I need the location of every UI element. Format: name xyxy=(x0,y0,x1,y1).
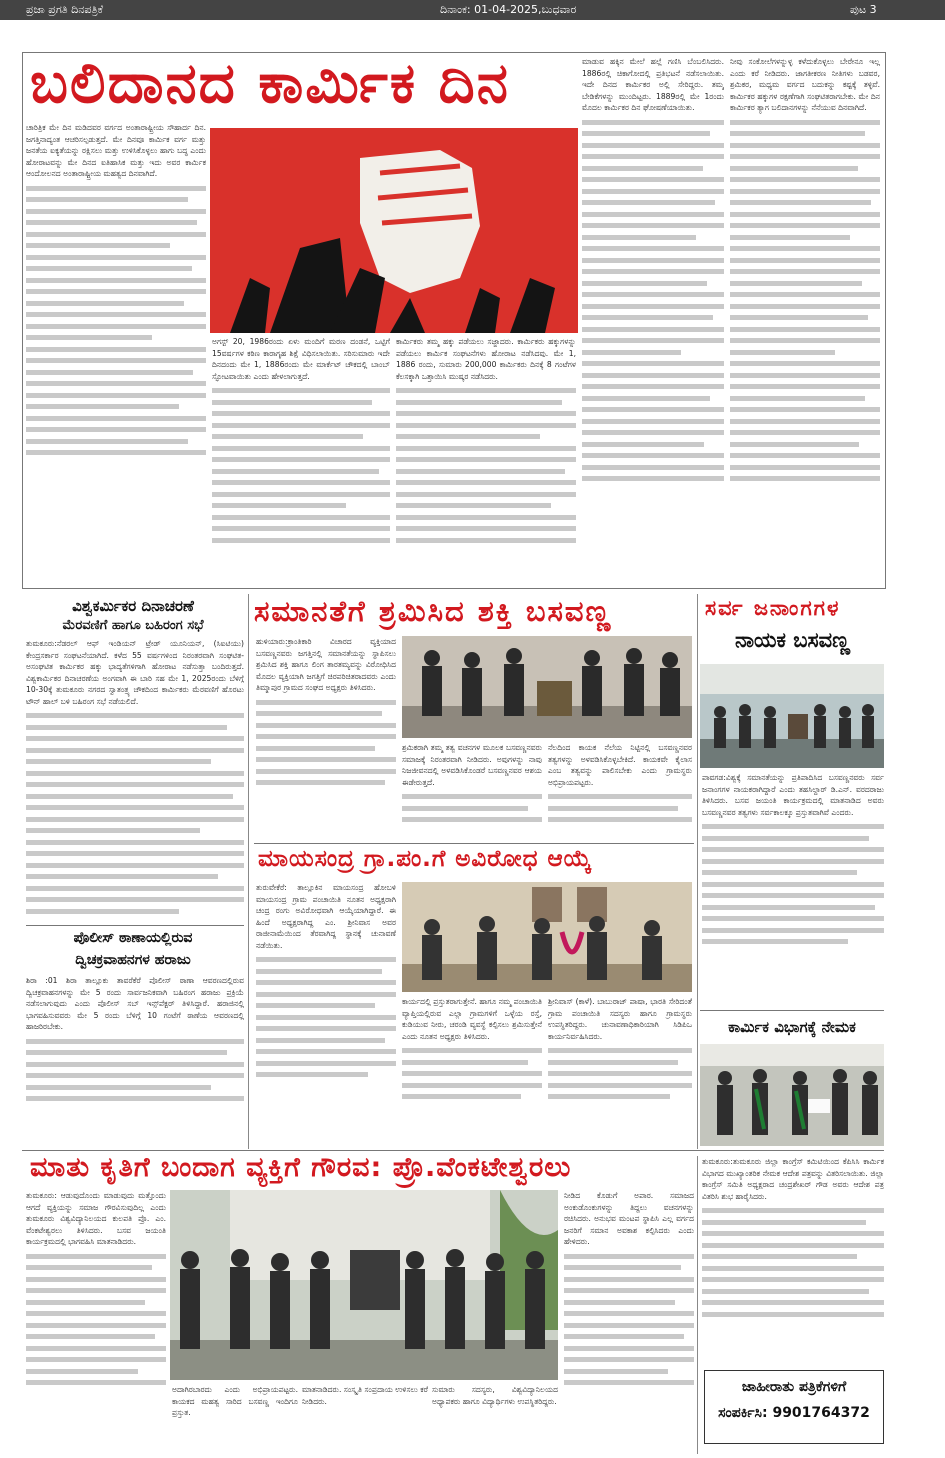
divider xyxy=(700,1010,884,1011)
page-number: ಪುಟ 3 xyxy=(850,3,877,16)
advert-contact-label: ಸಂಪರ್ಕಿಸಿ: xyxy=(718,1405,768,1421)
karmika-nemaka-photo xyxy=(700,1044,884,1146)
mayasandra-body-2: ಕಾರ್ಯದಲ್ಲಿ ಪ್ರಸ್ತುತರಾಗುತ್ತೇನೆ. ಹಾಗೂ ನಮ್ಮ ಪಂಚಾಯಿತಿ ವ್ಯಾಪ್ತಿಯಲ್ಲಿರುವ ಎಲ್ಲಾ ಗ್ರಾಮಗಳಿಗೆ ಒಳ್ಳೆಯ ರಸ್ತೆ, ಕುಡಿಯುವ ನೀರು, ಚರಂಡಿ ವ್ಯವಸ್ಥೆ ಕಲ್ಪಿಸಲು ಶ್ರಮಿಸುತ್ತೇನೆ ಎಂದು ನೂತನ ಅಧ್ಯಕ್ಷರು ತಿಳಿಸಿದರು. xyxy=(402,996,542,1144)
mayasandra-headline: ಮಾಯಸಂದ್ರ ಗ್ರಾ.ಪಂ.ಗೆ ಅವಿರೋಧ ಆಯ್ಕೆ xyxy=(258,846,593,872)
main-article-col-1: ಚಾರಿತ್ರಿಕ ಮೇ ದಿನ ಮಡಿದವರ ವರ್ಗದ ಅಂತಾರಾಷ್ಟ್ರೀಯ ಸೌಹಾರ್ದ ದಿನ. ಜಗತ್ತಿನಾದ್ಯಂತ ಆಚರಿಸಲ್ಪಡುತ್ತದೆ. ಮೇ ದಿನವೂ ಕಾರ್ಮಿಕ ವರ್ಗ ಮತ್ತು ಜನತೆಯ ಐಕ್ಯತೆಯನ್ನು ರಕ್ಷಿಸಲು ಮತ್ತು ಉಳಿಸಿಕೊಳ್ಳಲು ಹಾಗು ಬದ್ಧ ಎಂದು ಹೋರಾಟವನ್ನು ಮೇ ದಿನದ ಐತಿಹಾಸಿಕ ಮತ್ತು ಇದು ಅವರ ಕಾರ್ಮಿಕ ಆಂದೋಲನದ ಅಂತಾರಾಷ್ಟ್ರೀಯ ಮಹತ್ವದ ದಿನವಾಗಿದೆ. xyxy=(26,122,206,584)
sarva-event-photo xyxy=(700,664,884,768)
venkateshwarlu-body-2: ನೀಡಿದ ಕೊಡುಗೆ ಅಪಾರ. ಸಮಾಜದ ಅಂಕುಡೊಂಕುಗಳನ್ನು ತಿದ್ದಲು ವಚನಗಳನ್ನು ರಚಿಸಿದರು. ಅನುಭವ ಮಂಟಪ ಸ್ಥಾಪಿಸಿ ಎಲ್ಲ ವರ್ಗದ ಜನರಿಗೆ ಸಮಾನ ಅವಕಾಶ ಕಲ್ಪಿಸಿದರು ಎಂದು ಹೇಳಿದರು. xyxy=(564,1190,694,1452)
venkateshwarlu-body-1: ತುಮಕೂರು: ಆಡುವುದೊಂದು ಮಾಡುವುದು ಮತ್ತೊಂದು ಆಗದೆ ವ್ಯಕ್ತಿಯನ್ನು ಸಮಾಜ ಗೌರವಿಸುವುದಿಲ್ಲ ಎಂದು ತುಮಕೂರು ವಿಶ್ವವಿದ್ಯಾನಿಲಯದ ಕುಲಪತಿ ಪ್ರೊ. ಎಂ. ವೆಂಕಟೇಶ್ವರಲು ತಿಳಿಸಿದರು. ಬಸವ ಜಯಂತಿ ಕಾರ್ಯಕ್ರಮದಲ್ಲಿ ಭಾಗವಹಿಸಿ ಮಾತನಾಡಿದರು. xyxy=(26,1190,166,1452)
main-headline: ಬಲಿದಾನದ ಕಾರ್ಮಿಕ ದಿನ xyxy=(30,51,510,116)
divider xyxy=(22,1150,884,1151)
basavanna-body-3: ನೆಲದಿಂದ ಕಾಯಕ ನೆಲೆಯ ನಿಟ್ಟಿನಲ್ಲಿ ಬಸವಣ್ಣನವರ ತತ್ವಗಳನ್ನು ಅಳವಡಿಸಿಕೊಳ್ಳಬೇಕಿದೆ. ಕಾಯಕವೇ ಕೈಲಾಸ ಎಂಬ ತತ್ವವನ್ನು ಪಾಲಿಸಬೇಕು ಎಂದು ಗ್ರಾಮಸ್ಥರು ಅಭಿಪ್ರಾಯಪಟ್ಟರು. xyxy=(548,742,692,842)
paper-name: ಪ್ರಜಾ ಪ್ರಗತಿ ದಿನಪತ್ರಿಕೆ xyxy=(26,3,104,16)
sarva-body: ಪಾವಗಡ:ವಿಶ್ವಕ್ಕೆ ಸಮಾನತೆಯನ್ನು ಪ್ರತಿಪಾದಿಸಿದ ಬಸವಣ್ಣನವರು ಸರ್ವ ಜನಾಂಗಗಳ ನಾಯಕರಾಗಿದ್ದಾರೆ ಎಂದು ತಹಸಿಲ್ದಾರ್ ಡಿ.ಎನ್. ವರದರಾಜು ತಿಳಿಸಿದರು. ಬಸವ ಜಯಂತಿ ಕಾರ್ಯಕ್ರಮದಲ್ಲಿ ಮಾತನಾಡಿದ ಅವರು ಬಸವಣ್ಣನವರ ತತ್ವಗಳು ಸರ್ವಕಾಲಕ್ಕೂ ಪ್ರಸ್ತುತವಾಗಿವೆ ಎಂದರು. xyxy=(702,772,884,972)
karmika-nemaka-headline: ಕಾರ್ಮಿಕ ವಿಭಾಗಕ್ಕೆ ನೇಮಕ xyxy=(728,1018,856,1036)
karmika-nemaka-body: ತುಮಕೂರು:ತುಮಕೂರು ಜಿಲ್ಲಾ ಕಾಂಗ್ರೆಸ್ ಕಮಿಟಿಯಿಂದ ಕೆಪಿಸಿಸಿ ಕಾರ್ಮಿಕ ವಿಭಾಗದ ಮುಖ್ಯಾಂತರಿಕ ನೇಮಕ ಆದೇಶ ಪತ್ರವನ್ನು ವಿತರಿಸಲಾಯಿತು. ಜಿಲ್ಲಾ ಕಾಂಗ್ರೆಸ್ ಸಮಿತಿ ಅಧ್ಯಕ್ಷರಾದ ಚಂದ್ರಶೇಖರ್ ಗೌಡ ಅವರು ಆದೇಶ ಪತ್ರ ವಿತರಿಸಿ ಶುಭ ಹಾರೈಸಿದರು. xyxy=(702,1156,884,1366)
venkateshwarlu-headline: ಮಾತು ಕೃತಿಗೆ ಬಂದಾಗ ವ್ಯಕ್ತಿಗೆ ಗೌರವ: ಪ್ರೊ.ವೆಂಕಟೇಶ್ವರಲು xyxy=(30,1152,572,1183)
main-article-col-5: ನೀವು ಸಂಕೋಲೆಗಳನ್ನುಳ್ಳ ಕಳೆದುಕೊಳ್ಳಲು ಬೇರೇನೂ ಇಲ್ಲ ಎಂದು ಕರೆ ನೀಡಿದರು. ಜಾಗತೀಕರಣ ನೀತಿಗಳು ಬಡವರ, ಶ್ರಮಿಕರ, ಮಧ್ಯಮ ವರ್ಗದ ಬದುಕನ್ನು ಕಷ್ಟಕ್ಕೆ ತಳ್ಳಿವೆ. ಕಾರ್ಮಿಕರ ಹಕ್ಕುಗಳ ರಕ್ಷಣೆಗಾಗಿ ಸಂಘಟಿತರಾಗಬೇಕು. ಮೇ ದಿನ ಕಾರ್ಮಿಕರ ತ್ಯಾಗ ಬಲಿದಾನಗಳನ್ನು ನೆನೆಯುವ ದಿನವಾಗಿದೆ. xyxy=(730,56,880,584)
divider xyxy=(254,843,694,844)
basavanna-body-2: ಶ್ರಮಿಕರಾಗಿ ತಮ್ಮ ತತ್ವ ವಚನಗಳ ಮೂಲಕ ಬಸವಣ್ಣನವರು ಸಮಾಜಕ್ಕೆ ನಿರಂತರವಾಗಿ ನೀಡಿದರು. ಅವುಗಳನ್ನು ನಾವು ನಿಜಜೀವನದಲ್ಲಿ ಅಳವಡಿಸಿಕೊಂಡರೆ ಬಸವಣ್ಣನವರ ಆಶಯ ಈಡೇರುತ್ತದೆ. xyxy=(402,742,542,842)
venkateshwarlu-caption-1: ಅದಾಗಿರಬಾರದು ಎಂದು ಅಭಿಪ್ರಾಯಪಟ್ಟರು. ಕಾಯಕದ ಮಹತ್ವ ಸಾರಿದ ಬಸವಣ್ಣ ಇಂದಿಗೂ ಪ್ರಸ್ತುತ. xyxy=(172,1385,298,1417)
column-divider xyxy=(697,1156,698,1454)
date-label: ದಿನಾಂಕ: 01-04-2025,ಬುಧವಾರ xyxy=(440,3,577,16)
basavanna-event-photo xyxy=(402,636,692,738)
main-article-col-2: ಅಗಸ್ಟ್ 20, 1986ರಂದು ಏಳು ಮಂದಿಗೆ ಮರಣ ದಂಡನೆ, ಒಟ್ಟಿಗೆ 15ವರ್ಷಗಳ ಕಠಿಣ ಕಾರಾಗೃಹ ಶಿಕ್ಷೆ ವಿಧಿಸಲಾಯಿತು. ಸರಿಸುಮಾರು ಇದೇ ದಿನದಂದು ಮೇ 1, 1886ರಂದು ಮೇ ಮಾರ್ಕೆಟ್ ಚೌಕದಲ್ಲಿ ಬಾಂಬ್ ಸ್ಫೋಟವಾಯಿತು ಎಂದು ಹೇಳಲಾಗುತ್ತದೆ. xyxy=(212,336,390,584)
column-divider xyxy=(697,594,698,1149)
advert-box xyxy=(704,1370,884,1444)
venkateshwarlu-event-photo xyxy=(170,1190,558,1380)
vishwakarma-headline-2: ಮೆರವಣಿಗೆ ಹಾಗೂ ಬಹಿರಂಗ ಸಭೆ xyxy=(62,618,204,633)
raised-fist-illustration xyxy=(210,128,578,333)
vishwakarma-body: ತುಮಕೂರು:ನೆಡರಲ್ ಆಫ್ ಇಂಡಿಯನ್ ಟ್ರೇಡ್ ಯೂನಿಯನ್, (ಸಿಐಟಿಯು) ಕೇಂದ್ರಸರ್ಕಾರ ಸಂಘಟನೆಯಾಗಿದೆ. ಕಳೆದ 55 ವರ್ಷಗಳಿಂದ ನಿರಂತರವಾಗಿ ಸಂಘಟಿತ-ಅಸಂಘಟಿತ ಕಾರ್ಮಿಕರ ಹಕ್ಕು ಭಾದ್ಯತೆಗಳಿಗಾಗಿ ಹೋರಾಟ ನಡೆಸುತ್ತಾ ಬಂದಿರುತ್ತದೆ. ವಿಶ್ವಕಾರ್ಮಿಕರ ದಿನಾಚರಣೆಯ ಅಂಗವಾಗಿ ಈ ಬಾರಿ ಸಹ ಮೇ 1, 2025ರಂದು ಬೆಳಿಗ್ಗೆ 10-30ಕ್ಕೆ ತುಮಕೂರು ನಗರದ ಸ್ವಾತಂತ್ರ್ಯ ಚೌಕದಿಂದ ಕಾರ್ಮಿಕರು ಮೆರವಣಿಗೆ ಹೊರಟು ಟೌನ್ ಹಾಲ್ ಬಳಿ ಬಹಿರಂಗ ಸಭೆ ನಡೆಯಲಿದೆ. xyxy=(26,638,244,938)
police-headline-1: ಪೊಲೀಸ್ ಠಾಣಾಯಲ್ಲಿರುವ xyxy=(73,930,193,946)
sarva-headline-2: ನಾಯಕ ಬಸವಣ್ಣ xyxy=(734,628,851,652)
advert-title: ಜಾಹೀರಾತು ಪತ್ರಿಕೆಗಳಿಗೆ xyxy=(741,1379,847,1395)
police-headline-2: ದ್ವಿಚಕ್ರವಾಹನಗಳ ಹರಾಜು xyxy=(75,952,191,968)
mayasandra-event-photo xyxy=(402,882,692,992)
basavanna-body-1: ಹುಳಿಯಾರು:ಕ್ರಾಂತಿಕಾರಿ ವಿಚಾರದ ವ್ಯಕ್ತಿಯಾದ ಬಸವಣ್ಣನವರು ಜಗತ್ತಿನಲ್ಲಿ ಸಮಾನತೆಯನ್ನು ಸ್ಥಾಪಿಸಲು ಶ್ರಮಿಸಿದ ಶಕ್ತಿ ಹಾಗೂ ಲಿಂಗ ತಾರತಮ್ಯವನ್ನು ವಿರೋಧಿಸಿದ ಮೊದಲ ವ್ಯಕ್ತಿಯಾಗಿ ಜಗತ್ತಿಗೆ ಚಿರಪರಿಚಿತರಾದವರು ಎಂದು ತಿಮ್ಮಾಪುರ ಗ್ರಾಮದ ಸಂಘದ ಅಧ್ಯಕ್ಷರು ತಿಳಿಸಿದರು. xyxy=(256,636,396,841)
vishwakarma-headline-1: ವಿಶ್ವಕರ್ಮಿಕರ ದಿನಾಚರಣೆ xyxy=(72,597,194,615)
mayasandra-body-1: ತುರುವೇಕೆರೆ: ತಾಲ್ಲೂಕಿನ ಮಾಯಸಂದ್ರ ಹೋಬಳಿ ಮಾಯಸಂದ್ರ ಗ್ರಾಮ ಪಂಚಾಯಿತಿ ನೂತನ ಅಧ್ಯಕ್ಷರಾಗಿ ಚಂದ್ರ ರಂಗು ಅವಿರೋಧವಾಗಿ ಆಯ್ಕೆಯಾಗಿದ್ದಾರೆ. ಈ ಹಿಂದೆ ಅಧ್ಯಕ್ಷರಾಗಿದ್ದ ಎಂ. ಶ್ರೀನಿವಾಸ ಅವರ ರಾಜೀನಾಮೆಯಿಂದ ತೆರವಾಗಿದ್ದ ಸ್ಥಾನಕ್ಕೆ ಚುನಾವಣೆ ನಡೆಯಿತು. xyxy=(256,882,396,1144)
mayasandra-body-3: ಶ್ರೀನಿವಾಸ್ (ಕಾಳೆ). ಬಾಬುರಾಜ್ ಪಾಷಾ, ಭಾರತಿ ಸೇರಿದಂತೆ ಗ್ರಾಮ ಪಂಚಾಯಿತಿ ಸದಸ್ಯರು ಹಾಗೂ ಗ್ರಾಮಸ್ಥರು ಉಪಸ್ಥಿತರಿದ್ದರು. ಚುನಾವಣಾಧಿಕಾರಿಯಾಗಿ ಸಿಡಿಪಿಒ ಕಾರ್ಯನಿರ್ವಹಿಸಿದರು. xyxy=(548,996,692,1144)
venkateshwarlu-caption-2: ಮಾತನಾಡಿದರು. ಸಂಸ್ಕೃತಿ ಸಂಪ್ರದಾಯ ಉಳಿಸಲು ಕರೆ ನೀಡಿದರು. xyxy=(302,1385,428,1406)
column-divider xyxy=(248,594,249,1149)
advert-phone: 9901764372 xyxy=(772,1405,870,1421)
police-body: ಶಿರಾ :01 ಶಿರಾ ತಾಲ್ಲೂಕು ತಾವರೆಕೆರೆ ಪೊಲೀಸ್ ಠಾಣಾ ಆವರಣದಲ್ಲಿರುವ ದ್ವಿಚಕ್ರವಾಹನಗಳನ್ನು ಮೇ 5 ರಂದು ಸಾರ್ವಜನಿಕವಾಗಿ ಬಹಿರಂಗ ಹರಾಜು ಪ್ರಕ್ರಿಯೆ ನಡೆಸಲಾಗುವುದು ಎಂದು ಪೊಲೀಸ್ ಸಬ್ ಇನ್ಸ್‌ಪೆಕ್ಟರ್ ತಿಳಿಸಿದ್ದಾರೆ. ಹರಾಜಿನಲ್ಲಿ ಭಾಗವಹಿಸುವವರು ಮೇ 5 ರಂದು ಬೆಳಿಗ್ಗೆ 10 ಗಂಟೆಗೆ ಠಾಣೆಯ ಆವರಣದಲ್ಲಿ ಹಾಜರಿರಬೇಕು. xyxy=(26,975,244,1145)
basavanna-headline: ಸಮಾನತೆಗೆ ಶ್ರಮಿಸಿದ ಶಕ್ತಿ ಬಸವಣ್ಣ xyxy=(254,594,613,628)
divider xyxy=(26,925,244,926)
sarva-headline-1: ಸರ್ವ ಜನಾಂಗಗಳ xyxy=(705,596,841,620)
venkateshwarlu-caption-3: ಸುಮಾರು ಸದಸ್ಯರು, ವಿಶ್ವವಿದ್ಯಾನಿಲಯದ ಅಧ್ಯಾಪಕರು ಹಾಗೂ ವಿದ್ಯಾರ್ಥಿಗಳು ಉಪಸ್ಥಿತರಿದ್ದರು. xyxy=(432,1385,558,1406)
main-article-col-4: ಮಾಡುವ ಹಕ್ಕಿನ ಮೇಲೆ ಹಲ್ಲೆ ಗಣಿಸಿ ಬೆಂಬಲಿಸಿದರು. 1886ರಲ್ಲಿ ಚಿಕಾಗೋದಲ್ಲಿ ಪ್ರತಿಭಟನೆ ನಡೆಸಲಾಯಿತು. ಇದೇ ದಿನದ ಕಾರ್ಮಿಕರ ಅಲ್ಲಿ ಸೇರಿದ್ದರು. ತಮ್ಮ ಬೇಡಿಕೆಗಳನ್ನು ಮುಂದಿಟ್ಟರು. 1889ರಲ್ಲಿ ಮೇ 1ರಂದು ಮೊದಲ ಕಾರ್ಮಿಕರ ದಿನ ಘೋಷಣೆಯಾಯಿತು. xyxy=(582,56,724,584)
page-header-bar xyxy=(0,0,945,20)
main-article-col-3: ಕಾರ್ಮಿಕರು ತಮ್ಮ ಹಕ್ಕು ಪಡೆಯಲು ಸಜ್ಜಾದರು. ಕಾರ್ಮಿಕರು ಹಕ್ಕುಗಳನ್ನು ಪಡೆಯಲು ಕಾರ್ಮಿಕ ಸಂಘಟನೆಗಳು ಹೋರಾಟ ನಡೆಸಿದವು. ಮೇ 1, 1886 ರಂದು, ಸುಮಾರು 200,000 ಕಾರ್ಮಿಕರು ದಿನಕ್ಕೆ 8 ಗಂಟೆಗಳ ಕೆಲಸಕ್ಕಾಗಿ ಒತ್ತಾಯಿಸಿ ಮುಷ್ಕರ ನಡೆಸಿದರು. xyxy=(396,336,576,584)
